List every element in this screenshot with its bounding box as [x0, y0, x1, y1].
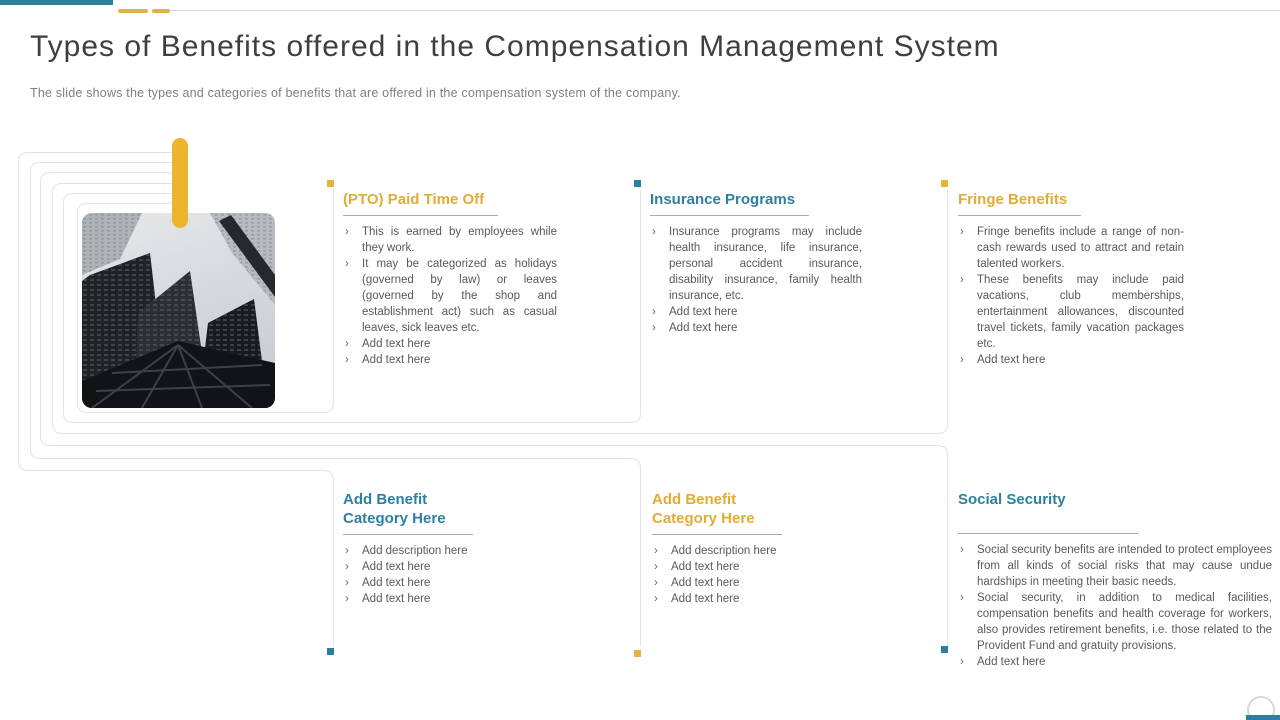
card-bullets	[958, 542, 1272, 670]
benefit-card-insurance	[650, 190, 862, 336]
benefit-card-pto	[343, 190, 557, 368]
bullet-item: › It may be categorized as holidays (governed by law) or leaves (governed by the shop and establishment act) such as casual leaves, sick leaves etc.	[343, 256, 557, 336]
bullet-item: › Fringe benefits include a range of non-cash rewards used to attract and retain talented workers.	[958, 224, 1184, 272]
card-bullets	[343, 224, 557, 368]
bullet-item: › This is earned by employees while they work.	[343, 224, 557, 256]
bullet-item: › Add text here	[958, 654, 1272, 670]
marker-square-bottom-2	[634, 650, 641, 657]
marker-square-top-1	[327, 180, 334, 187]
bullet-item: › Insurance programs may include health insurance, life insurance, personal accident insurance, disability insurance, family health insurance, etc.	[650, 224, 862, 304]
bullet-item: › Add description here	[343, 543, 557, 559]
bullet-item: › Add text here	[650, 320, 862, 336]
bullet-item: › Social security, in addition to medical facilities, compensation benefits and health coverage for workers, also provides retirement benefits, i.e. those related to the Provident Fund and gratuity provisions.	[958, 590, 1272, 654]
slide-title: Types of Benefits offered in the Compensation Management System	[30, 30, 1000, 63]
corner-accent-bar	[1246, 715, 1280, 720]
bullet-item: › Add text here	[343, 336, 557, 352]
marker-square-top-3	[941, 180, 948, 187]
card-bullets	[343, 543, 557, 607]
card-bullets	[650, 224, 862, 336]
bullet-item: › Add text here	[343, 575, 557, 591]
bullet-item: › Social security benefits are intended to protect employees from all kinds of social risks that may cause undue hardships in meeting their basic needs.	[958, 542, 1272, 590]
benefit-card-social-security	[958, 490, 1272, 670]
bullet-item: › Add text here	[343, 559, 557, 575]
benefit-card-add-category-1	[343, 490, 557, 607]
card-header: Insurance Programs	[650, 190, 809, 216]
marker-square-bottom-1	[327, 648, 334, 655]
slide-subtitle: The slide shows the types and categories of benefits that are offered in the compensation system of the company.	[30, 86, 681, 100]
card-header: Add Benefit Category Here	[343, 490, 473, 535]
gold-capsule-pin	[172, 138, 188, 228]
bullet-item: › Add text here	[652, 559, 864, 575]
card-header: (PTO) Paid Time Off	[343, 190, 498, 216]
bullet-item: › Add text here	[650, 304, 862, 320]
card-header: Add Benefit Category Here	[652, 490, 782, 535]
marker-square-top-2	[634, 180, 641, 187]
bullet-item: › Add text here	[958, 352, 1184, 368]
card-bullets	[958, 224, 1184, 368]
bullet-item: › Add description here	[652, 543, 864, 559]
bullet-item: › Add text here	[652, 575, 864, 591]
card-bullets	[652, 543, 864, 607]
card-header: Social Security	[958, 490, 1138, 534]
bullet-item: › Add text here	[343, 591, 557, 607]
skyscrapers-image	[82, 213, 275, 408]
benefit-card-fringe	[958, 190, 1184, 368]
bullet-item: › Add text here	[343, 352, 557, 368]
bullet-item: › These benefits may include paid vacations, club memberships, entertainment allowances, discounted travel tickets, family vacation packages etc.	[958, 272, 1184, 352]
card-header: Fringe Benefits	[958, 190, 1081, 216]
marker-square-bottom-3	[941, 646, 948, 653]
bullet-item: › Add text here	[652, 591, 864, 607]
benefit-card-add-category-2	[652, 490, 864, 607]
